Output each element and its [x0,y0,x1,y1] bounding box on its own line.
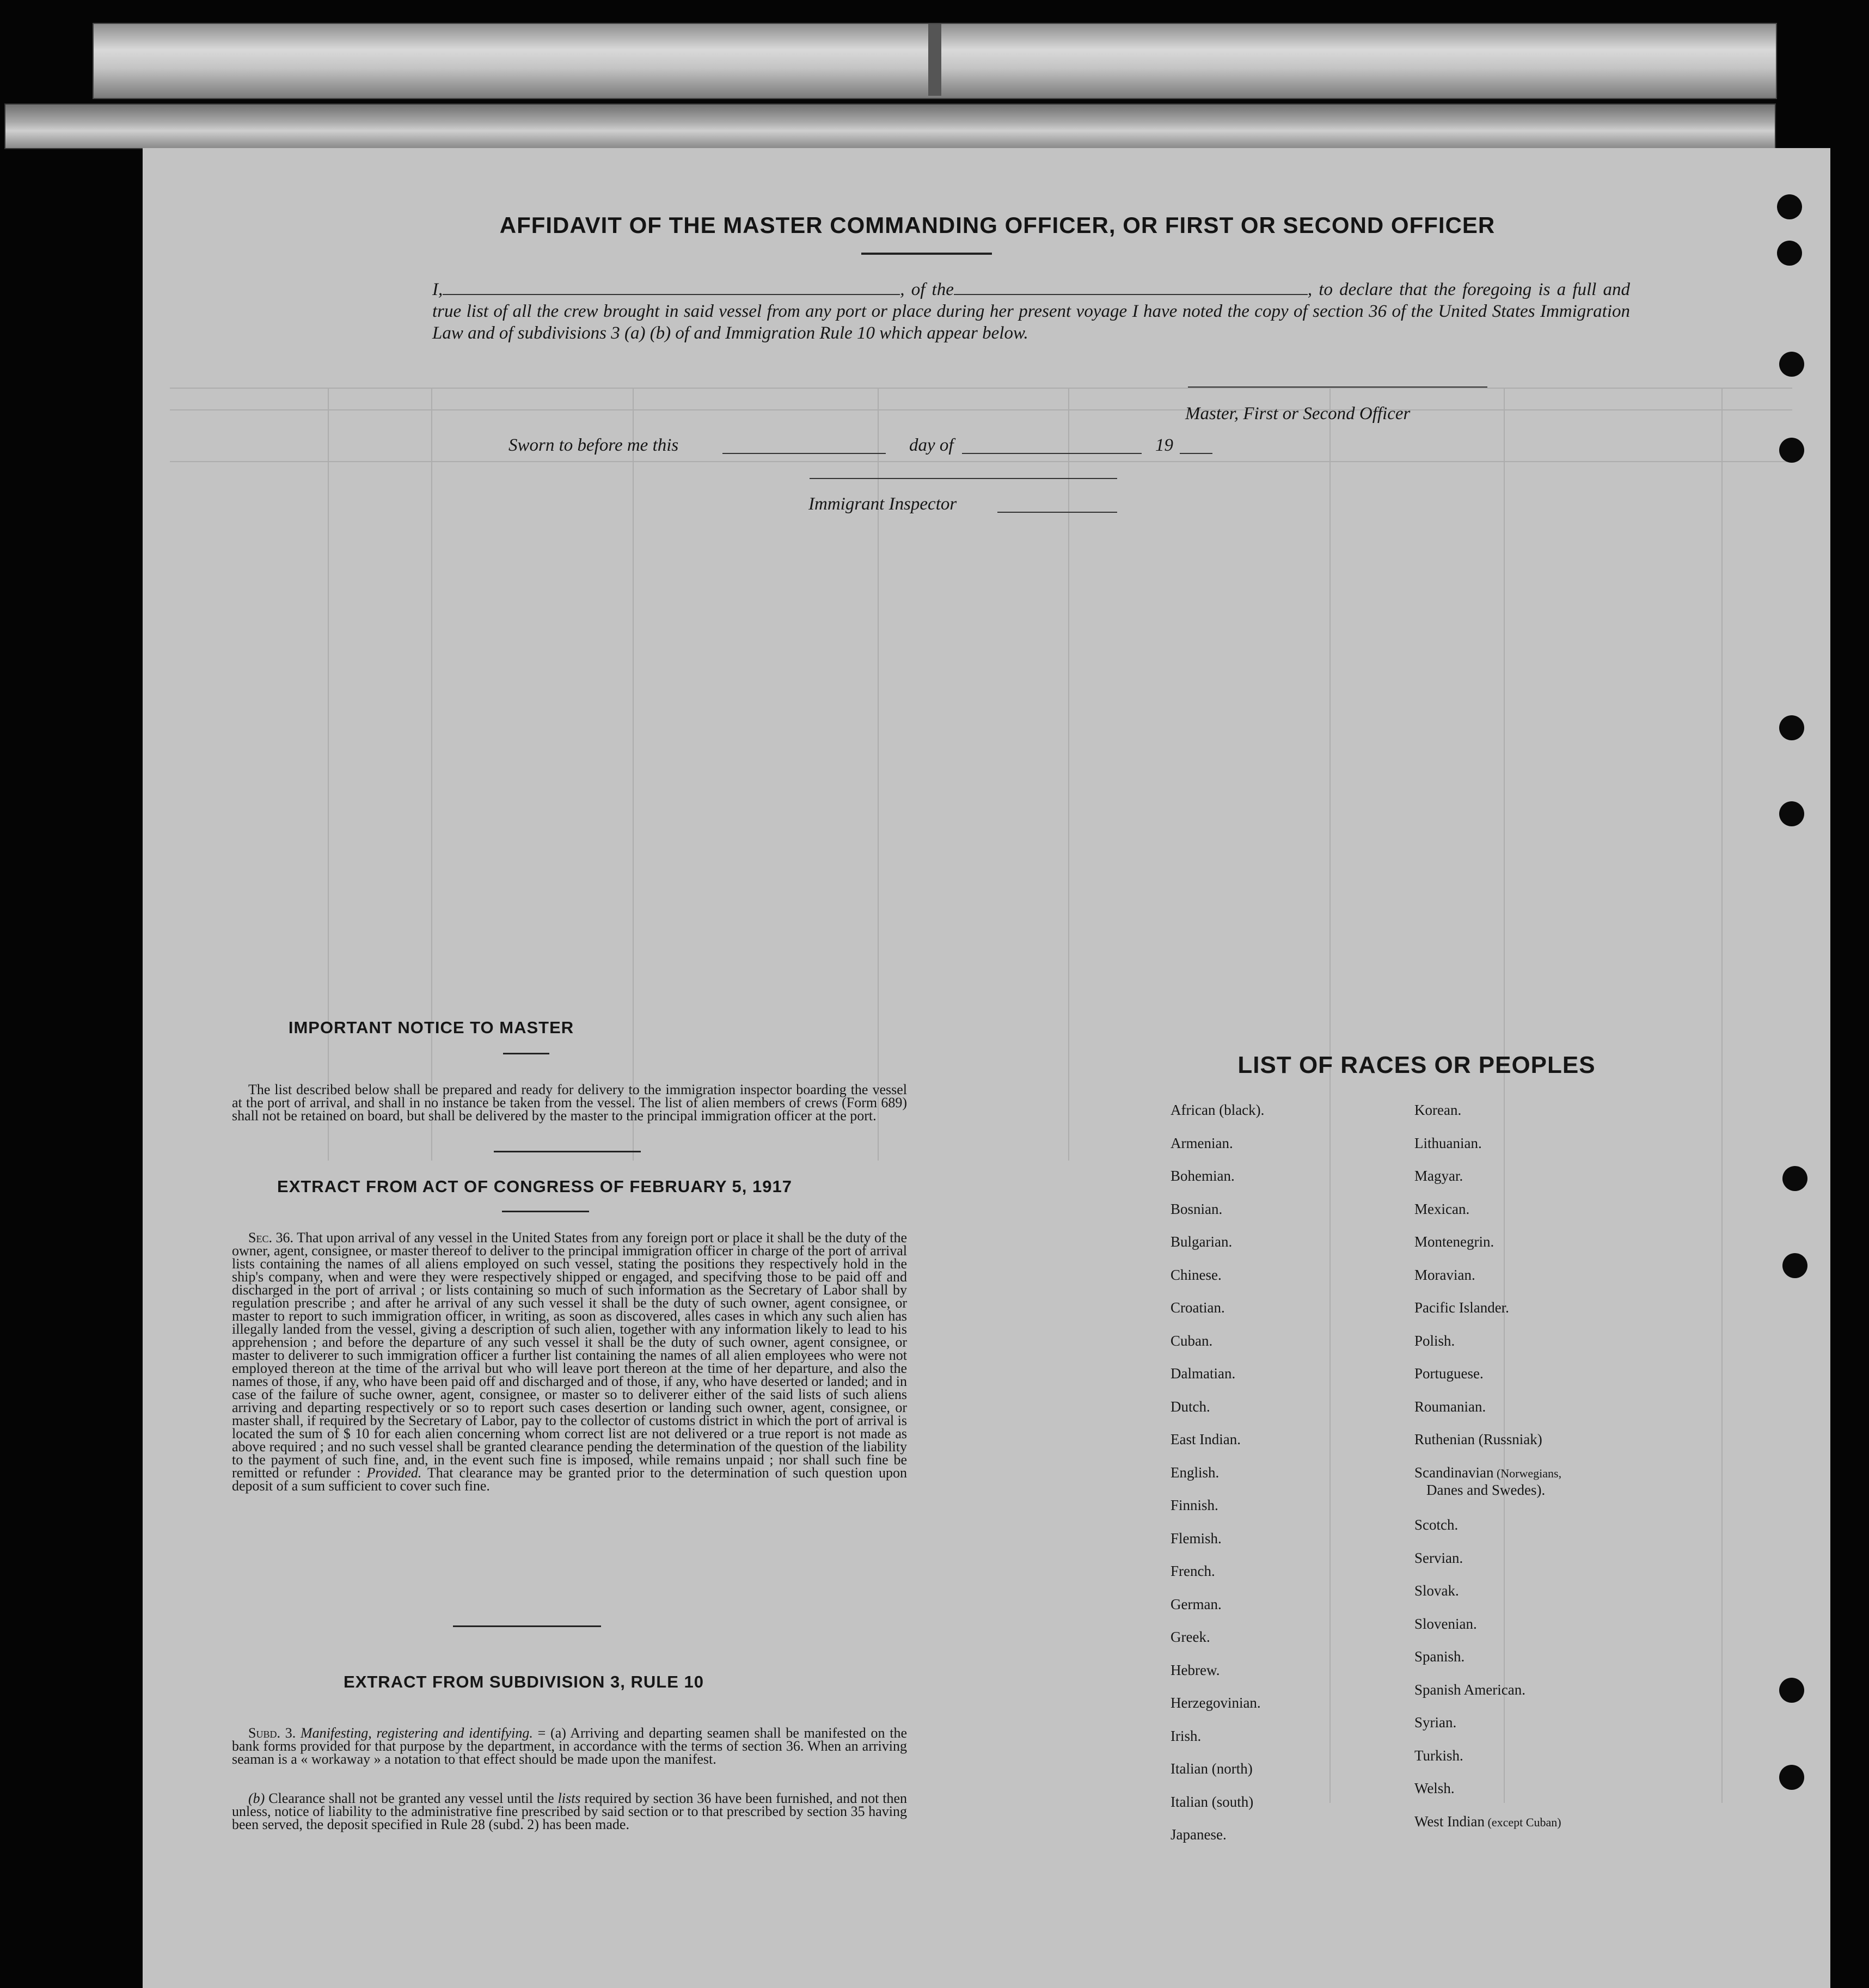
year-label: 19 [1155,435,1173,455]
race-item: Finnish. [1171,1497,1218,1513]
punch-hole [1779,1678,1804,1703]
act-end-rule [453,1625,601,1627]
race-item: Scotch. [1414,1517,1459,1533]
race-item: Slovenian. [1414,1615,1477,1632]
day-blank [722,453,886,454]
race-item: Italian (north) [1171,1760,1253,1777]
title-rule [861,253,992,255]
race-item: Slovak. [1414,1582,1459,1599]
ghost-column [431,388,432,1161]
punch-hole [1779,801,1804,826]
sworn-label: Sworn to before me this [508,435,679,455]
rule-b-body-2: required by section 36 have been furnished, and not then unless, notice of liability to the administrative fine prescribed by said section or to that prescribed by section 35 having been served, the deposit specified in Rule 28 (subd. 2) has been made. [232,1790,907,1832]
affidavit-text [432,279,1630,344]
race-item: Servian. [1414,1549,1463,1566]
race-item: Turkish. [1414,1747,1463,1764]
punch-hole [1779,715,1804,740]
race-item: German. [1171,1596,1222,1612]
race-note: Danes and Swedes). [1426,1481,1546,1498]
ghost-column [1329,388,1331,1803]
ghost-column [1504,388,1505,1803]
race-item: Syrian. [1414,1714,1457,1731]
document-page [143,148,1830,1988]
race-item: Magyar. [1414,1168,1463,1184]
punch-hole [1782,1166,1807,1191]
punch-hole [1779,1765,1804,1790]
rule-b-text [232,1792,907,1831]
ghost-rule [170,461,1792,462]
race-item: Irish. [1171,1727,1202,1744]
punch-hole [1779,438,1804,463]
race-item: Dutch. [1171,1398,1210,1415]
year-blank [1180,453,1212,454]
race-item: Bulgarian. [1171,1234,1233,1250]
notice-rule [503,1053,549,1054]
subd-title: Manifesting, registering and identifying. [301,1725,533,1741]
race-item: Moravian. [1414,1266,1475,1283]
race-item: Armenian. [1171,1134,1233,1151]
act-title: EXTRACT FROM ACT OF CONGRESS OF FEBRUARY 5, 1917 [277,1177,792,1196]
race-item: Scandinavian (Norwegians, Danes and Swedes). [1414,1464,1562,1498]
race-item: Spanish. [1414,1648,1465,1665]
race-item: Lithuanian. [1414,1134,1482,1151]
race-item: Montenegrin. [1414,1234,1494,1250]
notice-title: IMPORTANT NOTICE TO MASTER [288,1018,574,1037]
race-item: French. [1171,1563,1215,1579]
month-blank [962,453,1142,454]
race-item: Cuban. [1171,1332,1213,1349]
affidavit-of-the: , of the [900,280,954,299]
race-item: Polish. [1414,1332,1455,1349]
signature-line [1188,386,1487,388]
race-item: Mexican. [1414,1200,1470,1217]
paper-strip-bottom [4,103,1776,149]
race-item: Japanese. [1171,1826,1227,1843]
inspector-label: Immigrant Inspector [808,494,957,514]
race-item: Dalmatian. [1171,1365,1236,1382]
punch-hole [1782,1253,1807,1278]
day-of-label: day of [909,435,954,455]
act-rule [502,1211,589,1212]
sec-label: Sec. 36. [248,1230,294,1245]
vessel-blank [954,280,1308,295]
ghost-column [1721,388,1723,1803]
notice-end-rule [494,1151,641,1152]
race-item: Italian (south) [1171,1793,1254,1810]
ghost-column [328,388,329,1161]
race-item: Flemish. [1171,1530,1222,1547]
race-item: Ruthenian (Russniak) [1414,1431,1542,1447]
rule-title: EXTRACT FROM SUBDIVISION 3, RULE 10 [344,1672,704,1691]
inspector-signature-line [810,478,1117,479]
act-text [232,1231,907,1493]
race-item: Croatian. [1171,1299,1225,1316]
race-item: Spanish American. [1414,1681,1525,1698]
race-item: Hebrew. [1171,1661,1220,1678]
punch-hole [1779,352,1804,377]
signer-label: Master, First or Second Officer [1185,404,1411,424]
race-item: Korean. [1414,1102,1462,1118]
race-item: Pacific Islander. [1414,1299,1509,1316]
act-body-end: That clearance may be granted prior to the determination of such question upon deposit of a sum sufficient to cover such fine. [232,1465,907,1494]
race-item: East Indian. [1171,1431,1241,1447]
affidavit-to-declare: , to declare [1307,280,1393,299]
punch-hole [1777,194,1802,219]
ghost-column [1068,388,1069,1161]
race-item: Bosnian. [1171,1200,1223,1217]
race-item: Chinese. [1171,1266,1222,1283]
race-item: Welsh. [1414,1780,1455,1797]
rule-a-text [232,1727,907,1766]
rule-b-lists: lists [557,1790,581,1806]
ghost-rule [170,388,1792,389]
paper-fold [928,24,941,96]
act-body: That upon arrival of any vessel in the United States from any foreign port or place it shall be the duty of the owner, agent, consignee, or master thereof to deliver to the principal immigration officer in charge of the port of arrival lists containing the names of all aliens employed on such vessel, stating the positions they respectively hold in the ship's company, when and were they were respectively shipped or engaged, and specifving those to be paid off and discharged in the port of arrival ; or lists containing so much of such information as the Secretary of Labor shall by regulation prescribe ; and after he arrival of any such vessel it shall be the duty of such owner, agent consignee, or master to report to such immigration officer, in writing, as soon as discovered, alles cases in which any such alien has illegally landed from the vessel, giving a description of such alien, together with any information likely to lead to his apprehension ; and before the departure of any such vessel it shall be the duty of such owner, agent consignee, or master to deliverer to such immigration officer a further list containing the names of all alien employees who were not employed thereon at the time of the arrival but who will leave port thereon at the time of her departure, and also the names of those, if any, who have been paid off and discharged and of those, if any, who have deserted or landed; and in case of the failure of suche owner, agent, consignee, or master so to deliverer either of the said lists of such aliens arriving and departing respectively or so to report such cases desertion or landing such owner, agent, consignee, or master shall, if required by the Secretary of Labor, pay to the collector of customs district in which the port of arrival is located the sum of $ 10 for each alien concerning whom correct list are not delivered or a true report is not made as above required ; and no such vessel shall be granted clearance pending the determination of the question of the liability to the payment of such fine, and, in the event such fine is imposed, while remains unpaid ; nor shall such fine be remitted or refunder : [232,1230,907,1481]
subd-label: Subd. 3. [248,1725,296,1741]
race-item: Herzegovinian. [1171,1695,1261,1711]
rule-a-body: = (a) Arriving and departing seamen shall be manifested on the bank forms provided for that purpose by the department, in accordance with the terms of section 36. When an arriving seaman is a « workaway » a notation to that effect should be made upon the manifest. [232,1725,908,1767]
ghost-rule [170,409,1792,410]
inspector-blank [997,512,1117,513]
race-note: (except Cuban) [1485,1815,1561,1829]
rule-b-body-1: Clearance shall not be granted any vessel until the [268,1790,554,1806]
race-item: Bohemian. [1171,1168,1235,1184]
rule-b-label: (b) [248,1790,265,1806]
race-item: English. [1171,1464,1220,1481]
race-item: Roumanian. [1414,1398,1486,1415]
notice-text: The list described below shall be prepared and ready for delivery to the immigration inspector boarding the vessel at the port of arrival, and shall in no instance be taken from the vessel. The list of alien members of crews (Form 689) shall not be retained on board, but shall be delivered by the master to the principal immigration officer at the port. [232,1082,907,1124]
affidavit-title: AFFIDAVIT OF THE MASTER COMMANDING OFFICER, OR FIRST OR SECOND OFFICER [499,212,1496,238]
name-blank [443,280,900,295]
act-provided: Provided. [366,1465,422,1481]
affidavit-i: I, [432,280,443,299]
punch-hole [1777,241,1802,266]
races-title: LIST OF RACES OR PEOPLES [1237,1052,1596,1078]
affidavit-declaration: that the foregoing is a full and true list of all the crew brought in said vessel from any port or place during her present voyage I have noted the copy of section 36 of the United States Immigration Law and of subdivisions 3 (a) (b) of and Immigration Rule 10 which appear below. [432,280,1631,343]
race-note: (Norwegians, [1493,1466,1562,1480]
race-item: Greek. [1171,1629,1210,1645]
race-item: Portuguese. [1414,1365,1484,1382]
race-item: African (black). [1171,1102,1265,1118]
race-item: West Indian (except Cuban) [1414,1813,1561,1830]
ghost-column [633,388,634,1161]
